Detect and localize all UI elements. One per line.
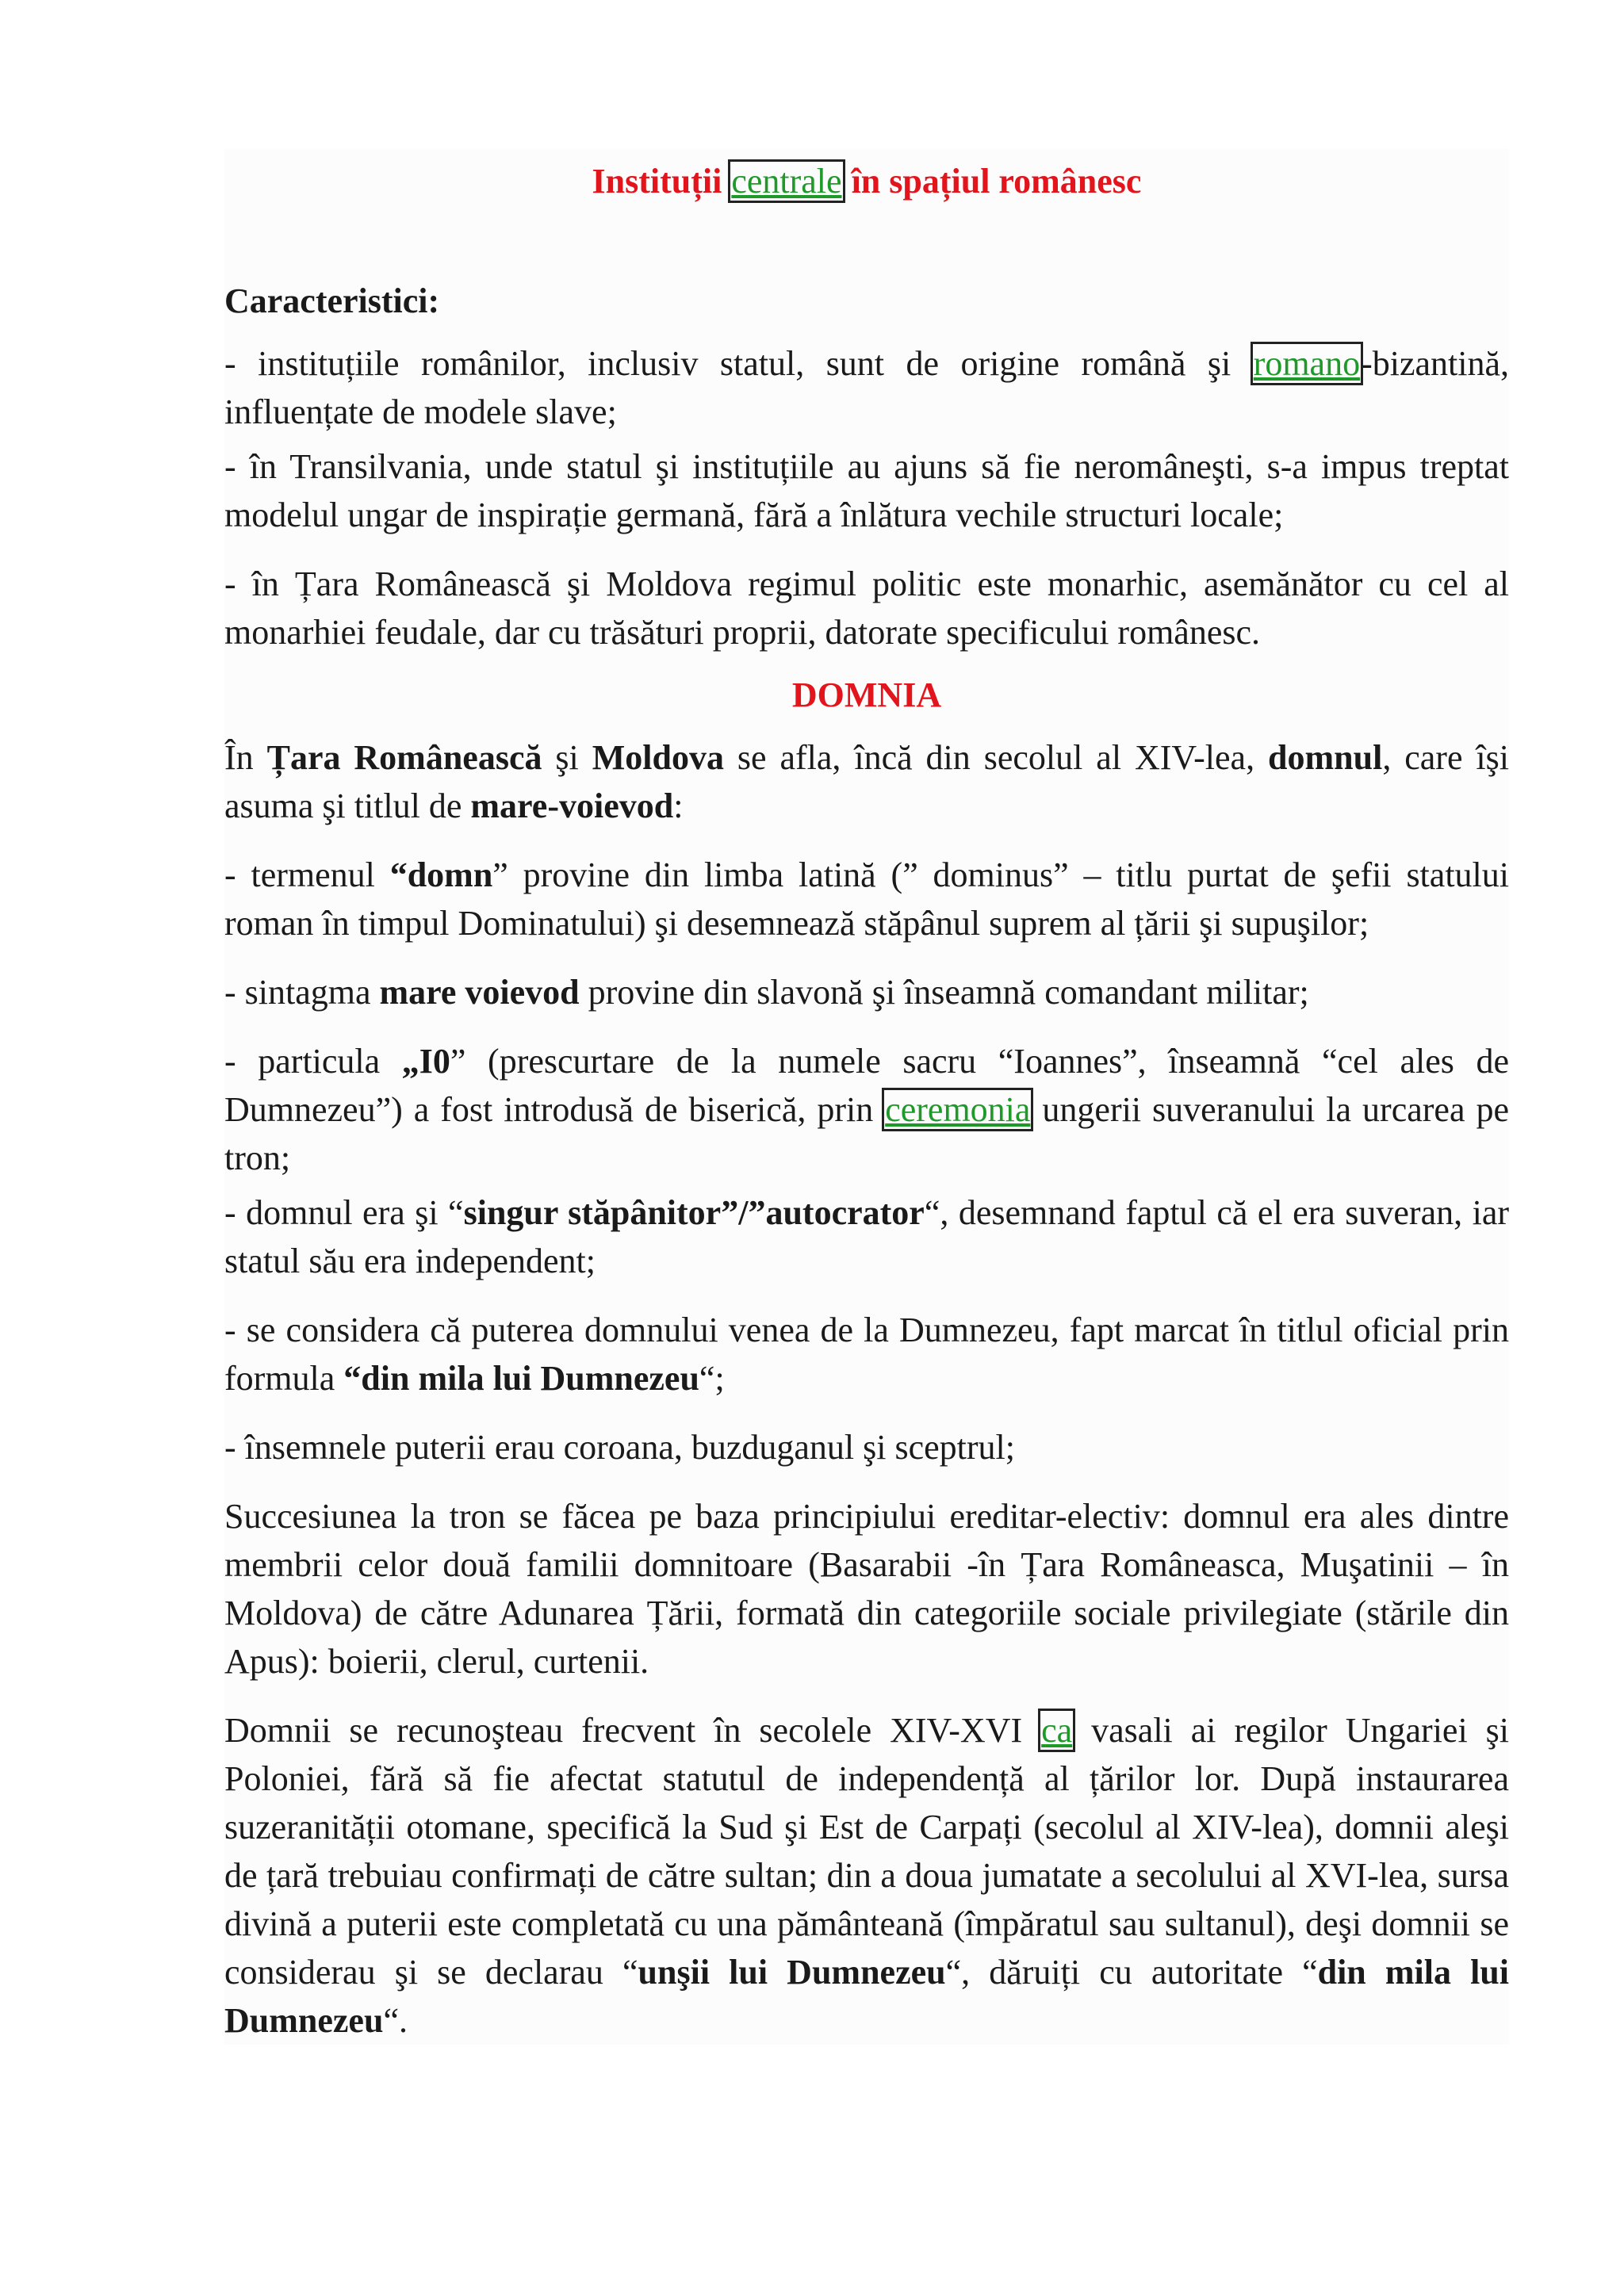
text-run: - termenul xyxy=(224,855,390,894)
characteristics-heading: Caracteristici: xyxy=(224,281,440,320)
document-body xyxy=(224,149,1509,2045)
text-run: vasali ai regilor Ungariei şi Poloniei, fără să fie afectat statutul de independență al țărilor lor. După instaurarea suzeranității otomane, specifică la Sud şi Est de Carpați (secolul al XIV-lea), domnii aleşi de țară trebuiau confirmați de către sultan; din a doua jumatate a secolului al XVI-lea, sursa divină a puterii este completată cu una pământeană (împăratul sau sultanul), deşi domnii se considerau şi se declarau “ xyxy=(224,1711,1509,1992)
text-run: În xyxy=(224,738,267,777)
text-run: - particula xyxy=(224,1042,402,1081)
bold-term: domnul xyxy=(1268,738,1383,777)
text-run: -bizantină, influențate de modele slave; xyxy=(224,344,1509,431)
section-title-domnia: DOMNIA xyxy=(791,675,942,714)
domn-term-paragraph xyxy=(224,851,1509,947)
page-title xyxy=(224,149,1509,205)
text-run: : xyxy=(673,786,684,825)
text-run: provine din slavonă şi înseamnă comandant militar; xyxy=(579,973,1309,1012)
vassal-paragraph xyxy=(224,1706,1509,2045)
text-run: ” (prescurtare de la numele sacru “Ioannes”, înseamnă “cel ales de Dumnezeu”) a fost introdusă de biserică, prin xyxy=(224,1042,1509,1129)
bold-term: „I0 xyxy=(401,1042,450,1081)
title-part1: Instituții xyxy=(592,162,731,201)
text-run: - se considera că puterea domnului venea de la Dumnezeu, fapt marcat în titlul oficial prin formula xyxy=(224,1311,1509,1398)
marked-word-romano[interactable]: romano xyxy=(1253,344,1361,383)
insignia-paragraph: - însemnele puterii erau coroana, buzduganul şi sceptrul; xyxy=(224,1428,1015,1467)
io-particle-paragraph xyxy=(224,1037,1509,1182)
text-run: şi xyxy=(542,738,592,777)
text-run: , care îşi asuma şi titlul de xyxy=(224,738,1509,825)
bold-term: “din mila lui Dumnezeu xyxy=(343,1359,699,1398)
bold-term: singur stăpânitor”/”autocrator xyxy=(463,1193,925,1232)
text-run: Domnii se recunoşteau frecvent în secolele XIV-XVI xyxy=(224,1711,1041,1750)
characteristics-paragraph-3: - în Țara Românească şi Moldova regimul politic este monarhic, asemănător cu cel al monarhiei feudale, dar cu trăsături proprii, datorate specificului românesc. xyxy=(224,564,1509,652)
bold-term: mare voievod xyxy=(379,973,580,1012)
text-run: “, desemnand faptul că el era suveran, iar statul său era independent; xyxy=(224,1193,1509,1280)
text-run: “, dăruiți cu autoritate “ xyxy=(945,1953,1318,1992)
bold-term: mare-voievod xyxy=(470,786,674,825)
characteristics-paragraph-2: - în Transilvania, unde statul şi instituțiile au ajuns să fie neromâneşti, s-a impus treptat modelul ungar de inspirație germană, fără a înlătura vechile structuri locale; xyxy=(224,447,1509,534)
bold-term: Moldova xyxy=(592,738,724,777)
bold-term: “domn xyxy=(389,855,493,894)
marked-word-ca[interactable]: ca xyxy=(1041,1711,1073,1750)
bold-term: unşii lui Dumnezeu xyxy=(638,1953,946,1992)
divine-power-paragraph xyxy=(224,1306,1509,1402)
characteristics-paragraph-1 xyxy=(224,339,1509,436)
text-run: ” provine din limba latină (” dominus” – titlu purtat de şefii statului roman în timpul Dominatului) şi desemnează stăpânul suprem al țării şi supuşilor; xyxy=(224,855,1509,943)
text-run: “; xyxy=(699,1359,725,1398)
succession-paragraph: Succesiunea la tron se făcea pe baza principiului ereditar-electiv: domnul era ales dintre membrii celor două familii domnitoare (Basarabii -în Țara Româneasca, Muşatinii – în Moldova) de către Adunarea Țării, formată din categoriile sociale privilegiate (stările din Apus): boierii, clerul, curtenii. xyxy=(224,1497,1509,1681)
text-run: se afla, încă din secolul al XIV-lea, xyxy=(723,738,1269,777)
bold-term: din mila lui Dumnezeu xyxy=(224,1953,1509,2040)
title-part2: în spațiul românesc xyxy=(842,162,1142,201)
domnia-intro-paragraph xyxy=(224,733,1509,830)
text-run: - sintagma xyxy=(224,973,380,1012)
marked-word-ceremonia[interactable]: ceremonia xyxy=(885,1090,1031,1129)
voievod-paragraph xyxy=(224,968,1509,1016)
marked-word-centrale[interactable]: centrale xyxy=(731,162,842,201)
autocrat-paragraph xyxy=(224,1188,1509,1285)
text-run: “. xyxy=(383,2001,408,2040)
bold-term: Țara Românească xyxy=(266,738,542,777)
text-run: - domnul era şi “ xyxy=(224,1193,464,1232)
text-run: - instituțiile românilor, inclusiv statul, sunt de origine română şi xyxy=(224,344,1253,383)
text-run: ungerii suveranului la urcarea pe tron; xyxy=(224,1090,1509,1177)
